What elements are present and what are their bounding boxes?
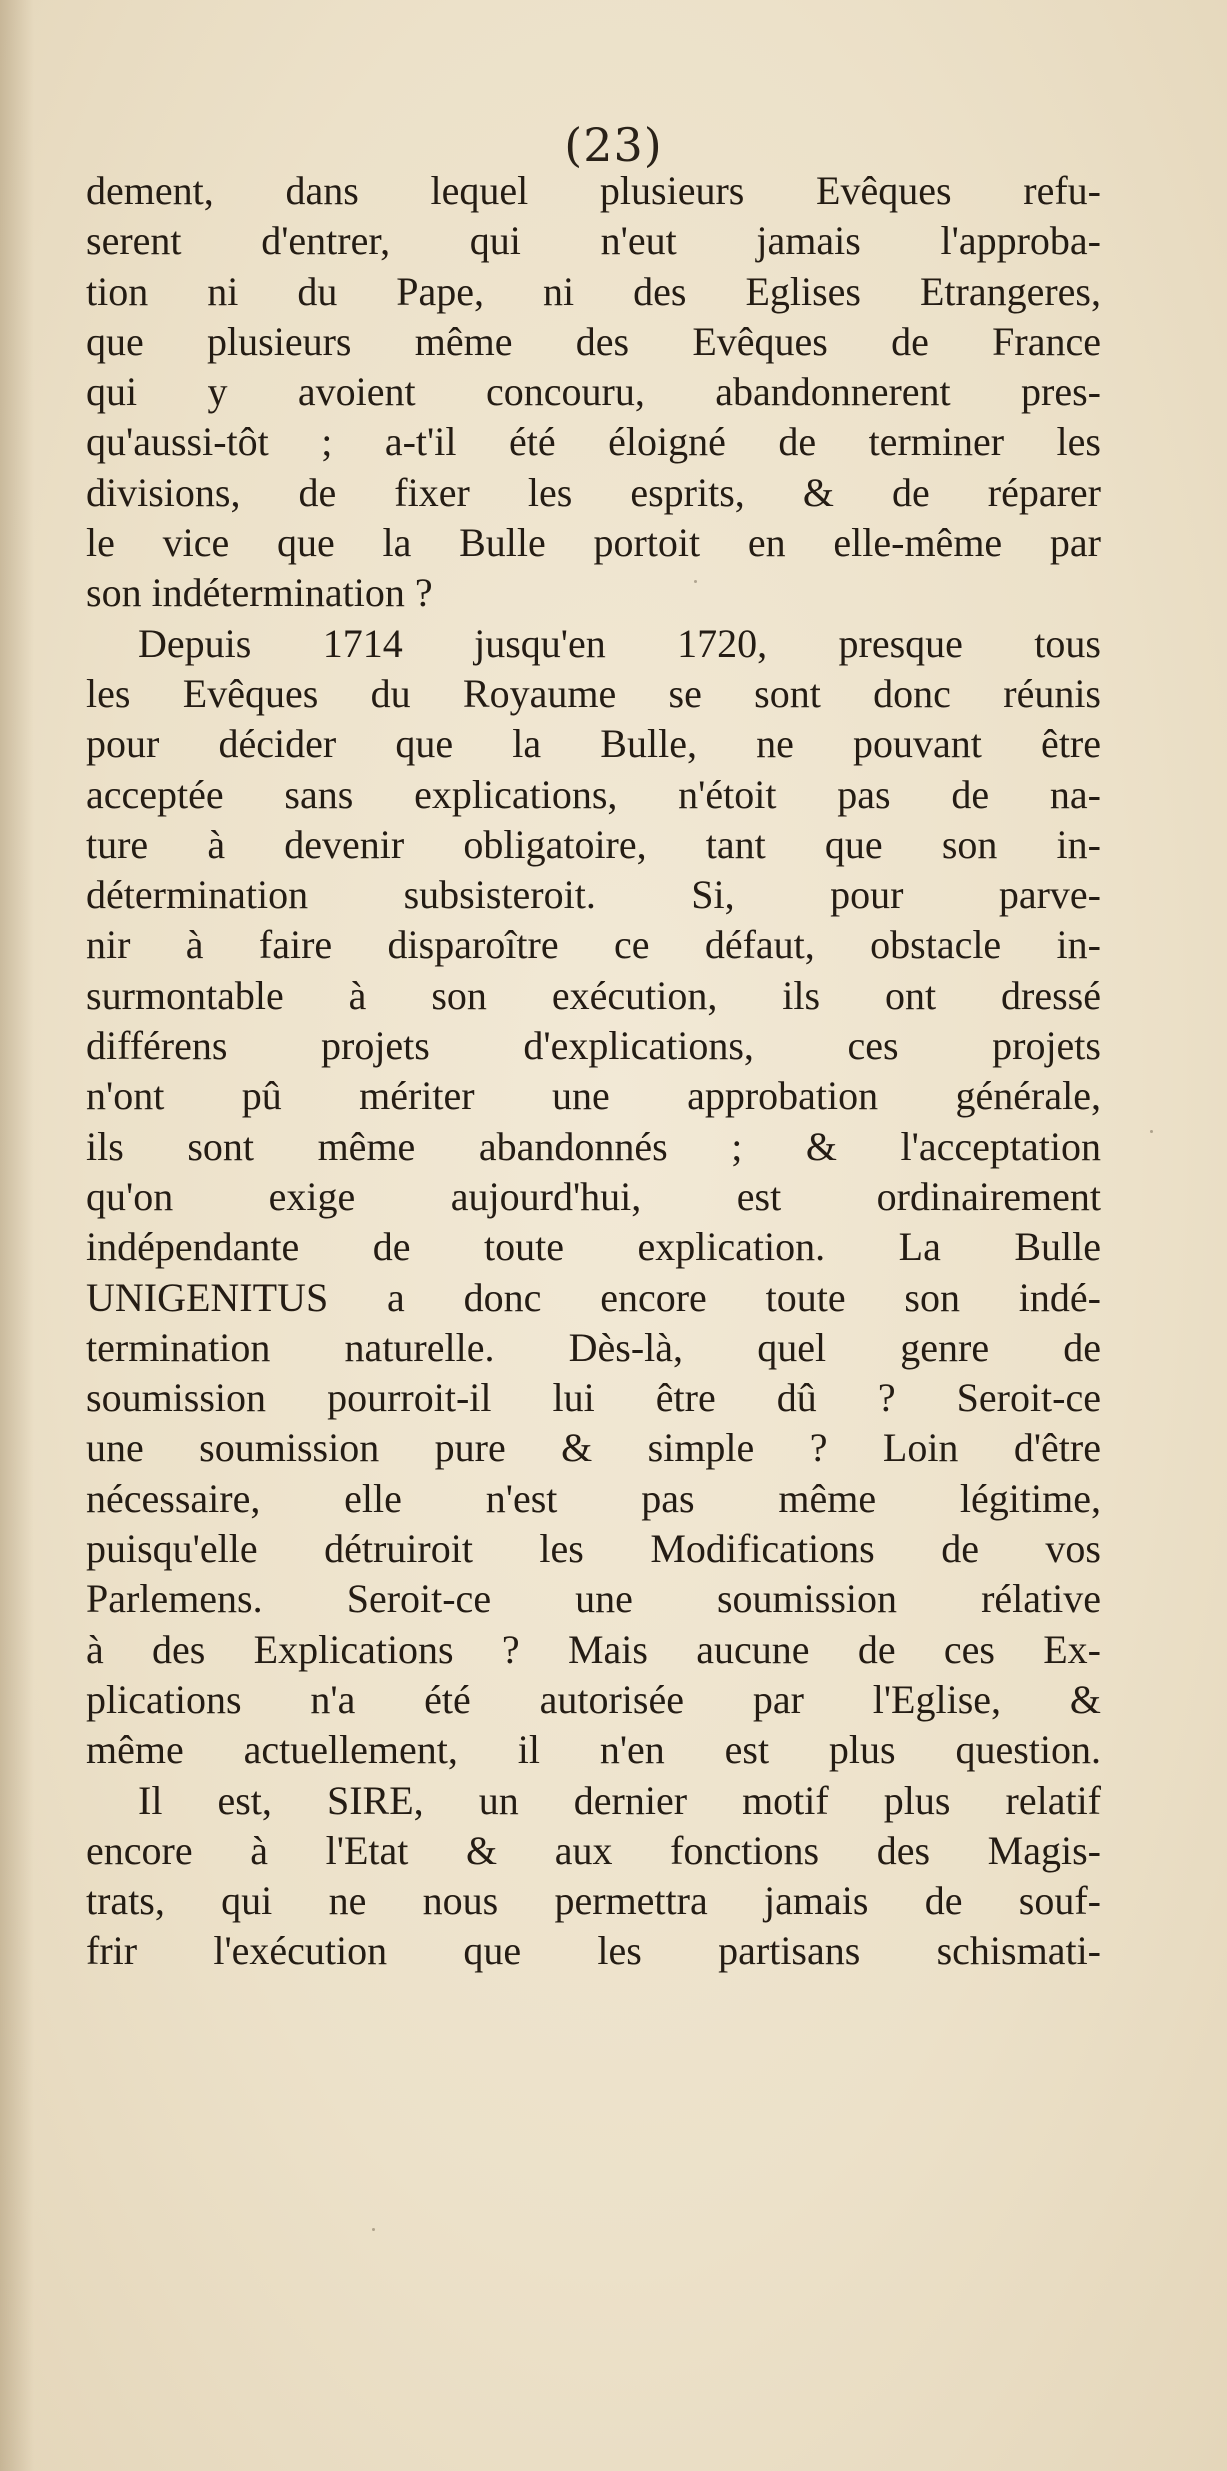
text-line: qui y avoient concouru, abandonnerent pres- xyxy=(86,369,1101,415)
body-text xyxy=(86,166,1101,1977)
text-line: serent d'entrer, qui n'eut jamais l'approba- xyxy=(86,218,1101,264)
text-line: même actuellement, il n'en est plus question. xyxy=(86,1727,1101,1773)
text-line: acceptée sans explications, n'étoit pas de na- xyxy=(86,771,1101,817)
text-line: ture à devenir obligatoire, tant que son in- xyxy=(86,821,1101,867)
text-line: qu'aussi-tôt ; a-t'il été éloigné de terminer les xyxy=(86,419,1101,465)
text-line: nir à faire disparoître ce défaut, obstacle in- xyxy=(86,922,1101,968)
text-line: une soumission pure & simple ? Loin d'être xyxy=(86,1425,1101,1471)
text-line: tion ni du Pape, ni des Eglises Etrangeres, xyxy=(86,268,1101,314)
binding-shadow xyxy=(0,0,34,2471)
text-line: son indétermination ? xyxy=(86,570,433,616)
paragraph-start-line: Il est, SIRE, un dernier motif plus relatif xyxy=(138,1777,1101,1823)
text-line: pour décider que la Bulle, ne pouvant être xyxy=(86,721,1101,767)
text-line: nécessaire, elle n'est pas même légitime, xyxy=(86,1475,1101,1521)
text-line: trats, qui ne nous permettra jamais de souf- xyxy=(86,1878,1101,1924)
paragraph-start-line: Depuis 1714 jusqu'en 1720, presque tous xyxy=(138,620,1101,666)
text-line: encore à l'Etat & aux fonctions des Magis- xyxy=(86,1827,1101,1873)
text-line: puisqu'elle détruiroit les Modifications de vos xyxy=(86,1526,1101,1572)
text-line: termination naturelle. Dès-là, quel genre de xyxy=(86,1324,1101,1370)
text-line: dement, dans lequel plusieurs Evêques refu- xyxy=(86,168,1101,213)
paper-speck xyxy=(1150,1130,1153,1133)
page-number: (23) xyxy=(564,118,663,172)
text-line: n'ont pû mériter une approbation générale, xyxy=(86,1073,1101,1119)
text-line: soumission pourroit-il lui être dû ? Seroit-ce xyxy=(86,1375,1101,1421)
text-line: Parlemens. Seroit-ce une soumission rélative xyxy=(86,1576,1101,1622)
text-line: surmontable à son exécution, ils ont dressé xyxy=(86,972,1101,1018)
text-line: plications n'a été autorisée par l'Eglise, & xyxy=(86,1676,1101,1722)
text-line: divisions, de fixer les esprits, & de réparer xyxy=(86,469,1101,515)
text-line: différens projets d'explications, ces projets xyxy=(86,1023,1101,1069)
text-line: ils sont même abandonnés ; & l'acceptation xyxy=(86,1123,1101,1169)
paper-speck xyxy=(694,580,697,583)
text-line: que plusieurs même des Evêques de France xyxy=(86,318,1101,364)
text-line: frir l'exécution que les partisans schismati- xyxy=(86,1928,1101,1974)
paper-speck xyxy=(372,2228,375,2231)
text-line: qu'on exige aujourd'hui, est ordinairement xyxy=(86,1173,1101,1219)
text-line: détermination subsisteroit. Si, pour parve- xyxy=(86,872,1101,918)
text-line: UNIGENITUS a donc encore toute son indé- xyxy=(86,1274,1101,1320)
text-line: à des Explications ? Mais aucune de ces Ex- xyxy=(86,1626,1101,1672)
text-line: le vice que la Bulle portoit en elle-même par xyxy=(86,520,1101,566)
text-line: les Evêques du Royaume se sont donc réunis xyxy=(86,670,1101,716)
text-line: indépendante de toute explication. La Bulle xyxy=(86,1224,1101,1270)
